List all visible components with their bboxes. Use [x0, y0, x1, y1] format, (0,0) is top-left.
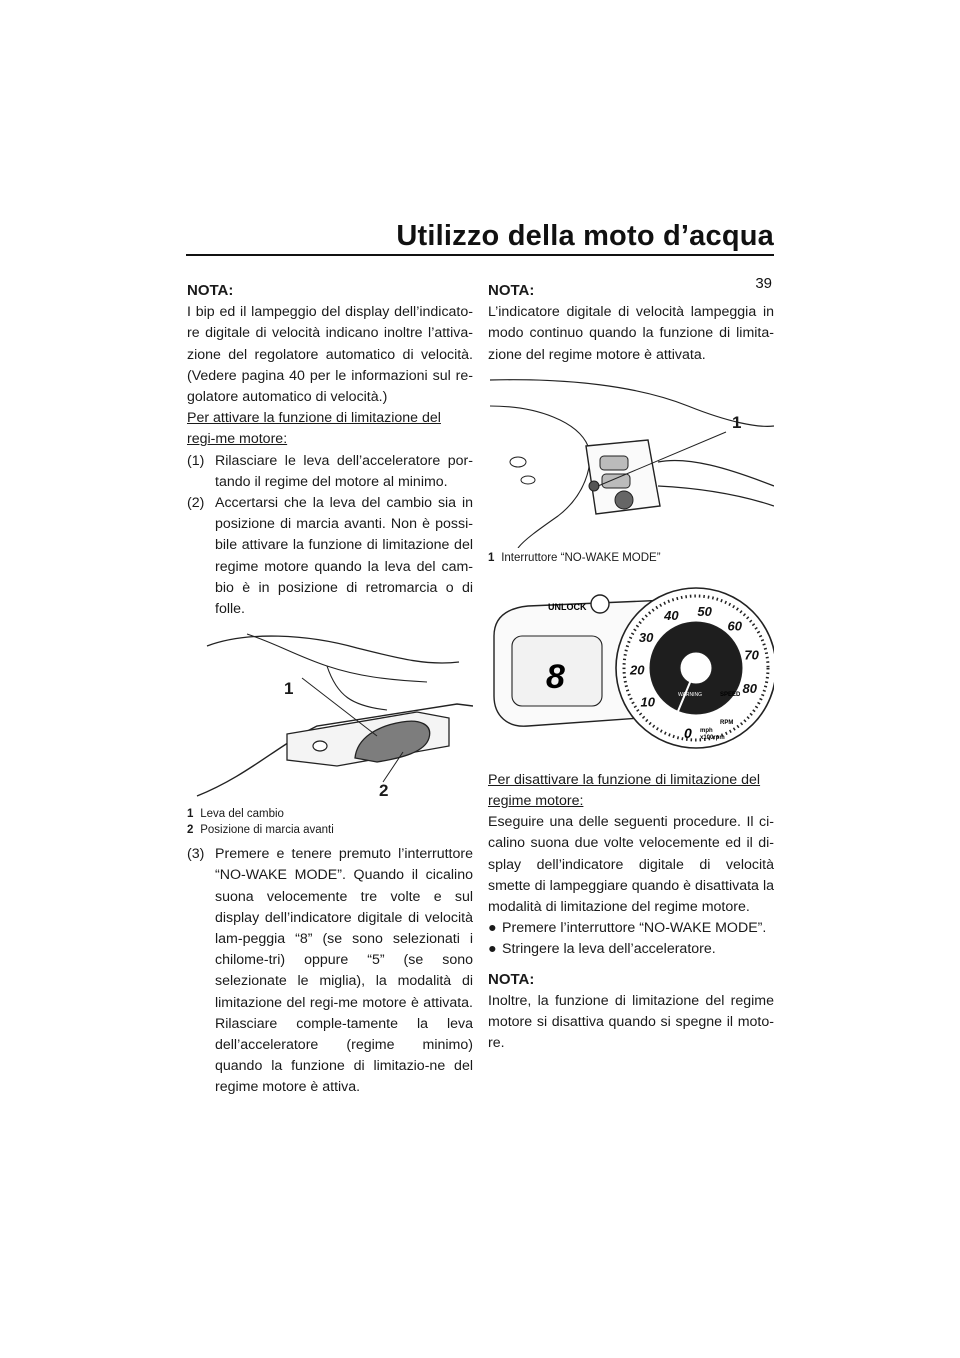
- speed-label: SPEED: [720, 691, 741, 698]
- shift-lever-figure: [187, 626, 473, 804]
- list-item: [488, 939, 774, 960]
- callout-1: 1: [284, 679, 294, 699]
- step-number: (2): [187, 495, 205, 512]
- caption-number: 2: [187, 824, 194, 837]
- bullet-text: Stringere la leva dell’acceleratore.: [502, 941, 716, 958]
- speed-tick-label: 40: [664, 607, 679, 623]
- speed-tick-label: 30: [638, 629, 654, 645]
- step-text: Accertarsi che la leva del cambio sia in posizione di marcia avanti. Non è possi-bile attivare la funzione di limitazione del regime motore quando la leva del cam-bio è in posizione di retromarcia o di folle.: [215, 495, 473, 618]
- caption-number: 1: [488, 551, 495, 564]
- page-title: Utilizzo della moto d’acqua: [396, 220, 774, 252]
- bullet-dot-icon: ●: [488, 941, 497, 958]
- callout-2: 2: [379, 781, 389, 801]
- handlebar-illustration: [488, 376, 774, 548]
- caption-text: Leva del cambio: [200, 808, 284, 821]
- speedometer-figure: [488, 576, 774, 762]
- step-text: Rilasciare le leva dell’acceleratore por-tando il regime del motore al minimo.: [215, 452, 473, 490]
- page-header: [186, 220, 774, 256]
- caption-number: 1: [187, 808, 194, 821]
- zero-label: 0: [684, 724, 692, 741]
- figure-caption: [187, 806, 473, 838]
- deactivate-heading: Per disattivare la funzione di limitazione del regime motore:: [488, 771, 761, 810]
- list-item: [488, 918, 774, 939]
- nota-heading: NOTA:: [187, 282, 234, 299]
- speed-tick-label: 10: [640, 694, 655, 710]
- caption-row: [187, 806, 473, 822]
- speed-tick-label: 50: [697, 603, 712, 619]
- mph-label: mph: [700, 727, 713, 734]
- page-number: 39: [755, 275, 772, 292]
- shift-lever-illustration: [187, 626, 473, 804]
- bullet-dot-icon: ●: [488, 920, 497, 937]
- nota-text: I bip ed il lampeggio del display dell’indicato-re digitale di velocità indicano inoltre l’attiva-zione del regolatore automatico di velocità. (Vedere pagina 40 per le informazioni sul re-golatore automatico di velocità.): [187, 304, 473, 406]
- step-text: Premere e tenere premuto l’interruttore “NO-WAKE MODE”. Quando il cicalino suona velocemente tre volte e sul display dell’indicatore digitale di velocità lam-peggia “8” (se sono selezionati i chilome-tri) oppure “5” (se sono selezionate le miglia), la modalità di limitazione del regi-me motore è attivata. Rilasciare comple-tamente la leva dell’acceleratore (regime minimo) quando la funzione di limitazio-ne del regime motore è attiva.: [215, 846, 473, 1096]
- speedometer-illustration: [488, 576, 774, 762]
- callout-1: 1: [732, 412, 742, 432]
- nota-heading: NOTA:: [488, 970, 535, 988]
- figure-caption: [488, 550, 774, 566]
- caption-row: [187, 822, 473, 838]
- right-column: [488, 280, 774, 1054]
- speed-tick-label: 70: [744, 647, 759, 663]
- header-rule: [186, 254, 774, 256]
- activate-heading: Per attivare la funzione di limitazione del regi-me motore:: [187, 410, 441, 448]
- no-wake-switch-figure: [488, 376, 774, 548]
- caption-text: Posizione di marcia avanti: [200, 824, 334, 837]
- nota-text: Inoltre, la funzione di limitazione del regime motore si disattiva quando si spegne il moto-re.: [488, 992, 774, 1052]
- step-item: [187, 451, 473, 493]
- nota-heading: NOTA:: [488, 282, 535, 299]
- speed-tick-label: 80: [742, 680, 757, 696]
- rpm-label: RPM: [720, 719, 734, 726]
- speed-tick-label: 60: [727, 618, 742, 634]
- step-item: [187, 844, 473, 1098]
- digit-8: 8: [546, 657, 565, 696]
- left-column: [187, 280, 473, 1099]
- nota-text: L’indicatore digitale di velocità lampeggia in modo continuo quando la funzione di limita-zione del regime motore è attivata.: [488, 304, 774, 363]
- step-number: (1): [187, 452, 205, 469]
- speed-tick-label: 20: [630, 662, 645, 678]
- step-item: [187, 493, 473, 620]
- bullet-text: Premere l’interruttore “NO-WAKE MODE”.: [502, 920, 767, 937]
- rpm-units-label: x100rpm: [700, 734, 725, 741]
- deactivate-text: Eseguire una delle seguenti procedure. Il ci-calino suona due volte velocemente ed il di-splay dell’indicatore digitale di velocità smette di lampeggiare quando è disattivata la modalità di limitazione del regime motore.: [488, 814, 774, 916]
- unlock-label: UNLOCK: [548, 601, 587, 612]
- caption-text: Interruttore “NO-WAKE MODE”: [501, 551, 661, 564]
- step-number: (3): [187, 846, 205, 863]
- warning-label: WARNING: [678, 691, 702, 698]
